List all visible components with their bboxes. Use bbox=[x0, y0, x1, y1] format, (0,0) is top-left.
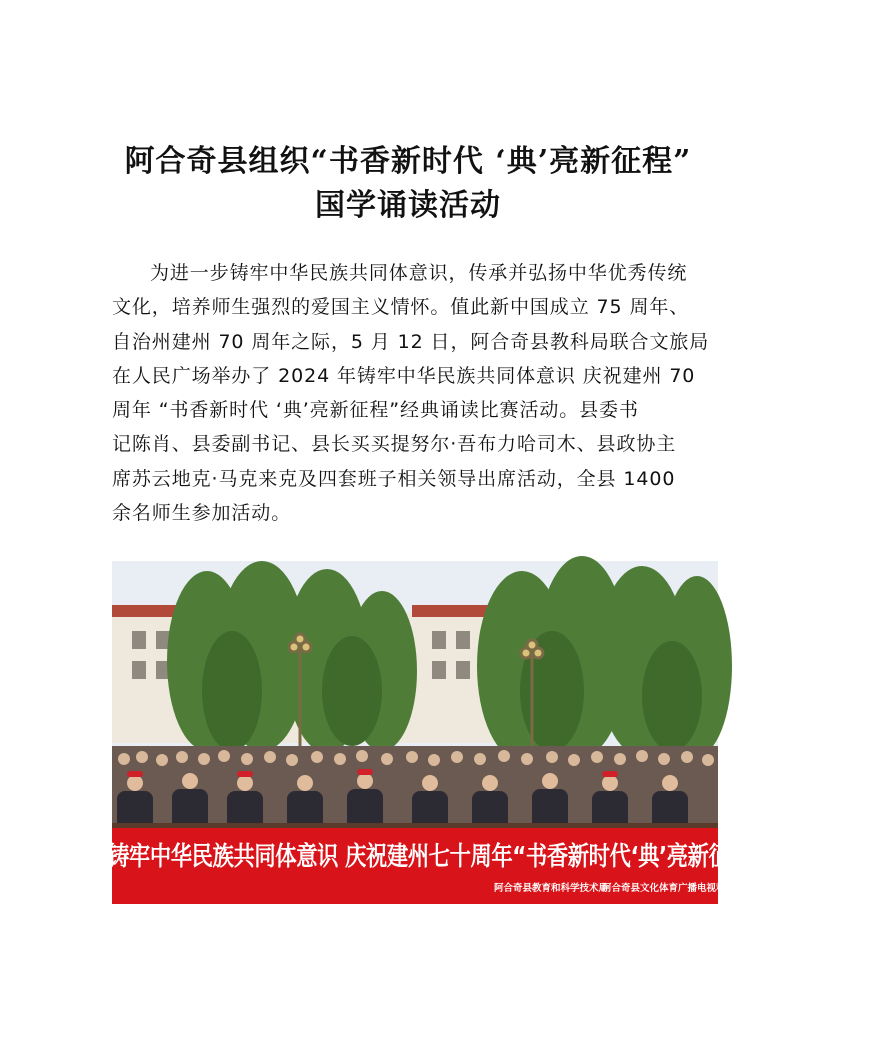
event-photo bbox=[108, 561, 889, 904]
title-line-1: 阿合奇县组织“书香新时代 ‘典’亮新征程” bbox=[124, 144, 692, 179]
article-title bbox=[60, 140, 756, 228]
banner-organizer-right: 阿合奇县文化体育广播电视和旅游局 bbox=[602, 883, 755, 894]
article-body bbox=[112, 256, 718, 530]
banner-headline: 铸牢中华民族共同体意识 庆祝建州七十周年“书香新时代‘典’亮新征程”经典诵读活动 bbox=[108, 842, 889, 872]
body-line: 余名师生参加活动。 bbox=[112, 502, 292, 525]
body-line: 在人民广场举办了 2024 年铸牢中华民族共同体意识 庆祝建州 70 bbox=[112, 364, 696, 387]
body-line: 自治州建州 70 周年之际，5 月 12 日，阿合奇县教科局联合文旅局 bbox=[112, 330, 710, 353]
body-line: 记陈肖、县委副书记、县长买买提努尔·吾布力哈司木、县政协主 bbox=[112, 433, 677, 456]
body-line: 席苏云地克·马克来克及四套班子相关领导出席活动，全县 1400 bbox=[112, 467, 676, 490]
banner-organizer-left: 阿合奇县教育和科学技术局 bbox=[494, 883, 609, 894]
body-line: 文化，培养师生强烈的爱国主义情怀。值此新中国成立 75 周年、 bbox=[112, 296, 690, 319]
body-line: 周年 “书香新时代 ‘典’亮新征程”经典诵读比赛活动。县委书 bbox=[112, 399, 639, 422]
body-line: 为进一步铸牢中华民族共同体意识，传承并弘扬中华优秀传统 bbox=[150, 262, 688, 284]
event-banner bbox=[108, 828, 889, 904]
title-line-2: 国学诵读活动 bbox=[315, 188, 501, 223]
